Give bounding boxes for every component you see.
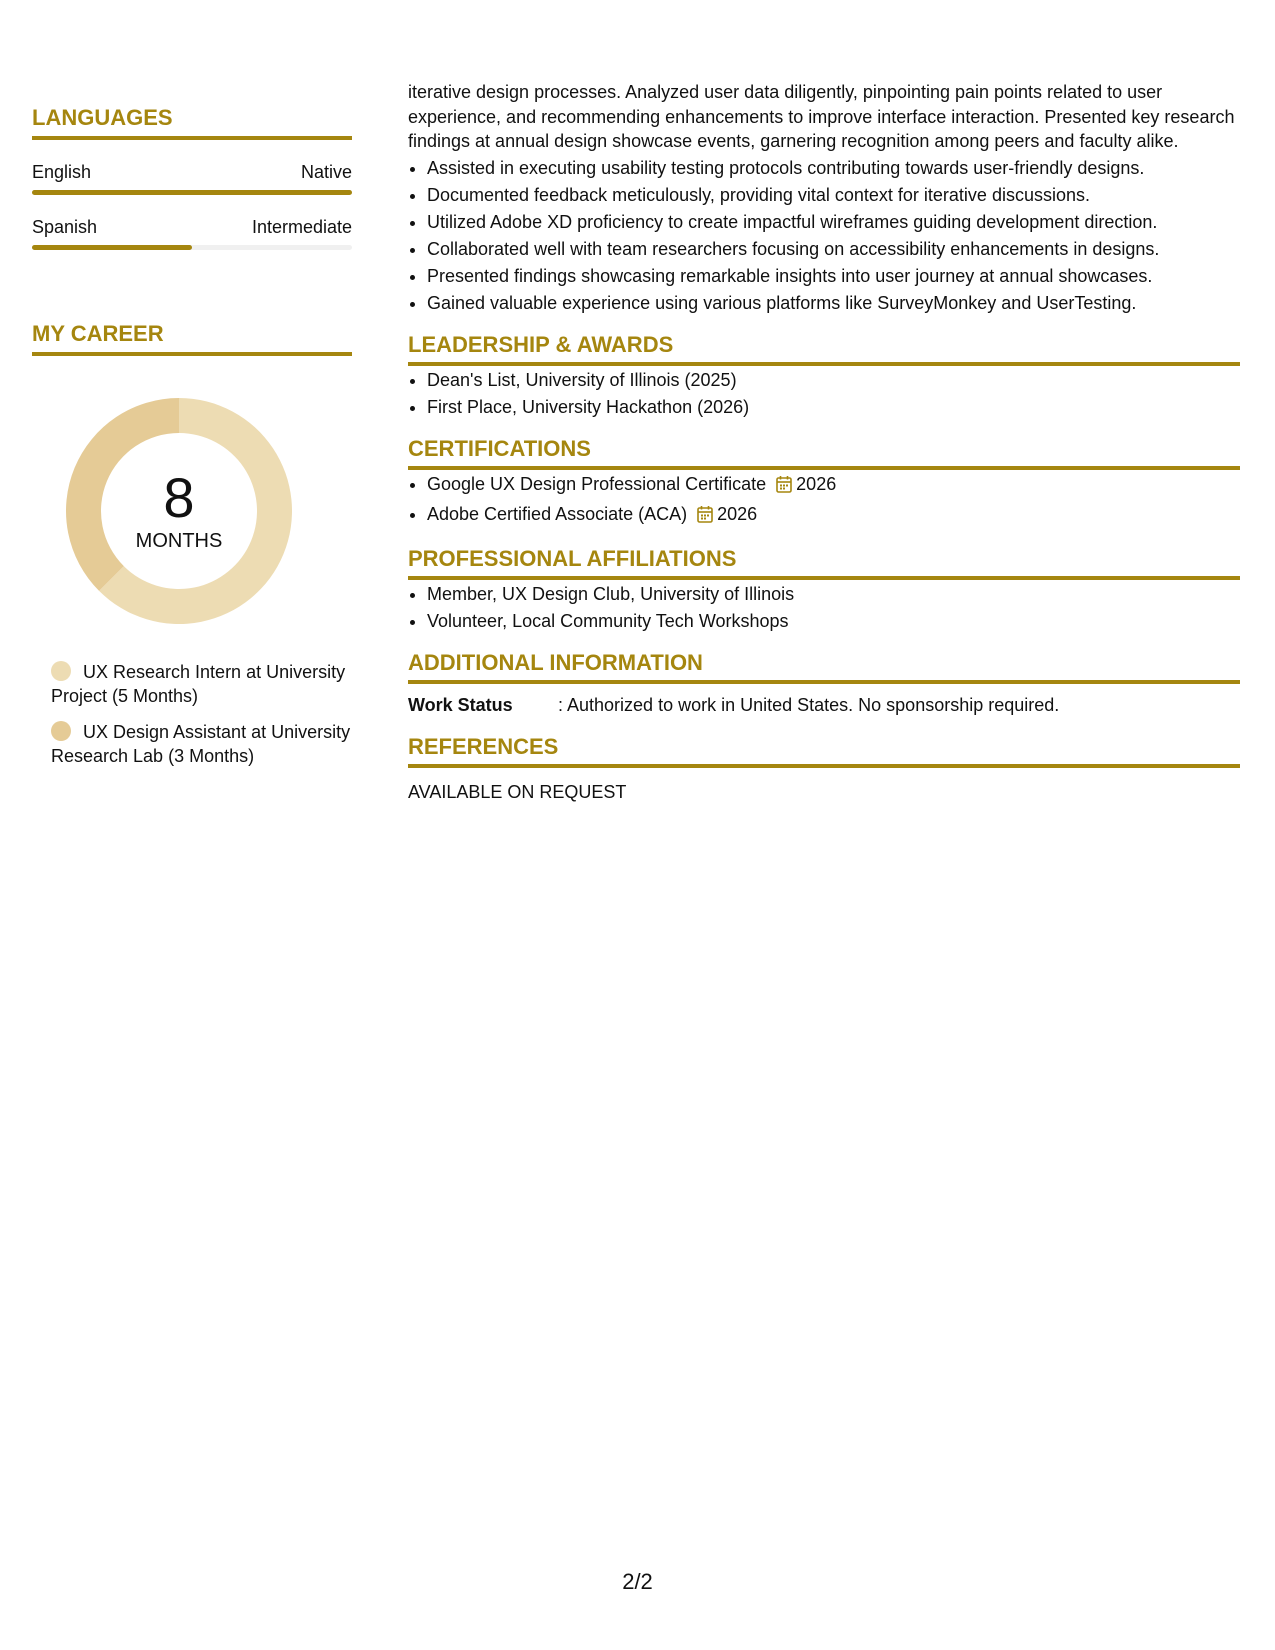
language-level: Intermediate — [251, 217, 352, 237]
leadership-list — [408, 368, 1240, 419]
certifications-list — [408, 472, 1240, 529]
list-item: • Presented findings showcasing remarkable insights into user journey at annual showcases. — [427, 264, 1240, 288]
page-number: 2/2 — [622, 1569, 653, 1594]
leadership-heading: LEADERSHIP & AWARDS — [408, 331, 1240, 366]
certificate-name: Google UX Design Professional Certificate — [427, 473, 767, 494]
legend-label: UX Design Assistant at University Research Lab (3 Months) — [51, 722, 351, 766]
languages-heading: LANGUAGES — [32, 104, 352, 140]
career-total-unit: MONTHS — [135, 530, 223, 552]
references-text: AVAILABLE ON REQUEST — [408, 781, 627, 802]
language-proficiency-bar — [32, 245, 352, 250]
affiliations-heading: PROFESSIONAL AFFILIATIONS — [408, 545, 1240, 580]
work-status-label: Work Status — [408, 694, 513, 715]
calendar-icon — [697, 505, 713, 529]
legend-item — [51, 660, 352, 708]
work-status-value: : Authorized to work in United States. No sponsorship required. — [558, 694, 1060, 715]
experience-continued — [408, 80, 1240, 315]
legend-dot — [51, 721, 71, 741]
affiliations-section — [408, 545, 1240, 633]
list-item: • Gained valuable experience using various platforms like SurveyMonkey and UserTesting. — [427, 291, 1240, 315]
legend-label: UX Research Intern at University Project (5 Months) — [51, 662, 346, 706]
list-item — [427, 502, 1240, 529]
list-item: • Documented feedback meticulously, providing vital context for iterative discussions. — [427, 183, 1240, 207]
career-legend — [32, 660, 352, 768]
career-total-months: 8 — [163, 466, 195, 529]
language-proficiency-fill — [32, 190, 352, 195]
language-proficiency-bar — [32, 190, 352, 195]
certificate-name: Adobe Certified Associate (ACA) — [427, 503, 688, 524]
list-item: • First Place, University Hackathon (2026) — [427, 395, 1240, 419]
legend-item — [51, 720, 352, 768]
sidebar — [32, 104, 352, 780]
affiliations-list — [408, 582, 1240, 633]
language-proficiency-fill — [32, 245, 192, 250]
list-item — [427, 472, 1240, 499]
list-item: • Dean's List, University of Illinois (2025) — [427, 368, 1240, 392]
list-item: • Utilized Adobe XD proficiency to create impactful wireframes guiding development direction. — [427, 210, 1240, 234]
additional-info-section — [408, 649, 1240, 717]
career-section — [32, 320, 352, 768]
languages-section — [32, 104, 352, 250]
leadership-section — [408, 331, 1240, 419]
main-column — [408, 80, 1240, 804]
additional-info-heading: ADDITIONAL INFORMATION — [408, 649, 1240, 684]
list-item: • Member, UX Design Club, University of Illinois — [427, 582, 1240, 606]
certificate-year: 2026 — [796, 473, 837, 494]
references-heading: REFERENCES — [408, 733, 1240, 768]
references-section — [408, 733, 1240, 804]
language-item — [32, 215, 352, 250]
experience-bullets — [408, 156, 1240, 315]
list-item: • Volunteer, Local Community Tech Workshops — [427, 609, 1240, 633]
language-name: English — [32, 162, 92, 182]
donut-center — [64, 396, 294, 626]
list-item: • Assisted in executing usability testing protocols contributing towards user-friendly designs. — [427, 156, 1240, 180]
language-item — [32, 160, 352, 195]
certifications-section — [408, 435, 1240, 529]
calendar-icon — [776, 475, 792, 499]
career-donut-chart — [64, 396, 294, 626]
language-name: Spanish — [32, 217, 98, 237]
work-status-row — [408, 693, 1240, 717]
certificate-year: 2026 — [717, 503, 758, 524]
list-item: • Collaborated well with team researchers focusing on accessibility enhancements in designs. — [427, 237, 1240, 261]
experience-paragraph: iterative design processes. Analyzed user data diligently, pinpointing pain points related to user experience, and recommending enhancements to improve interface interaction. Presented key research findings at annual design showcase events, garnering recognition among peers and faculty alike. — [408, 82, 1235, 151]
career-heading: MY CAREER — [32, 320, 352, 356]
language-level: Native — [300, 162, 352, 182]
legend-dot — [51, 661, 71, 681]
certifications-heading: CERTIFICATIONS — [408, 435, 1240, 470]
